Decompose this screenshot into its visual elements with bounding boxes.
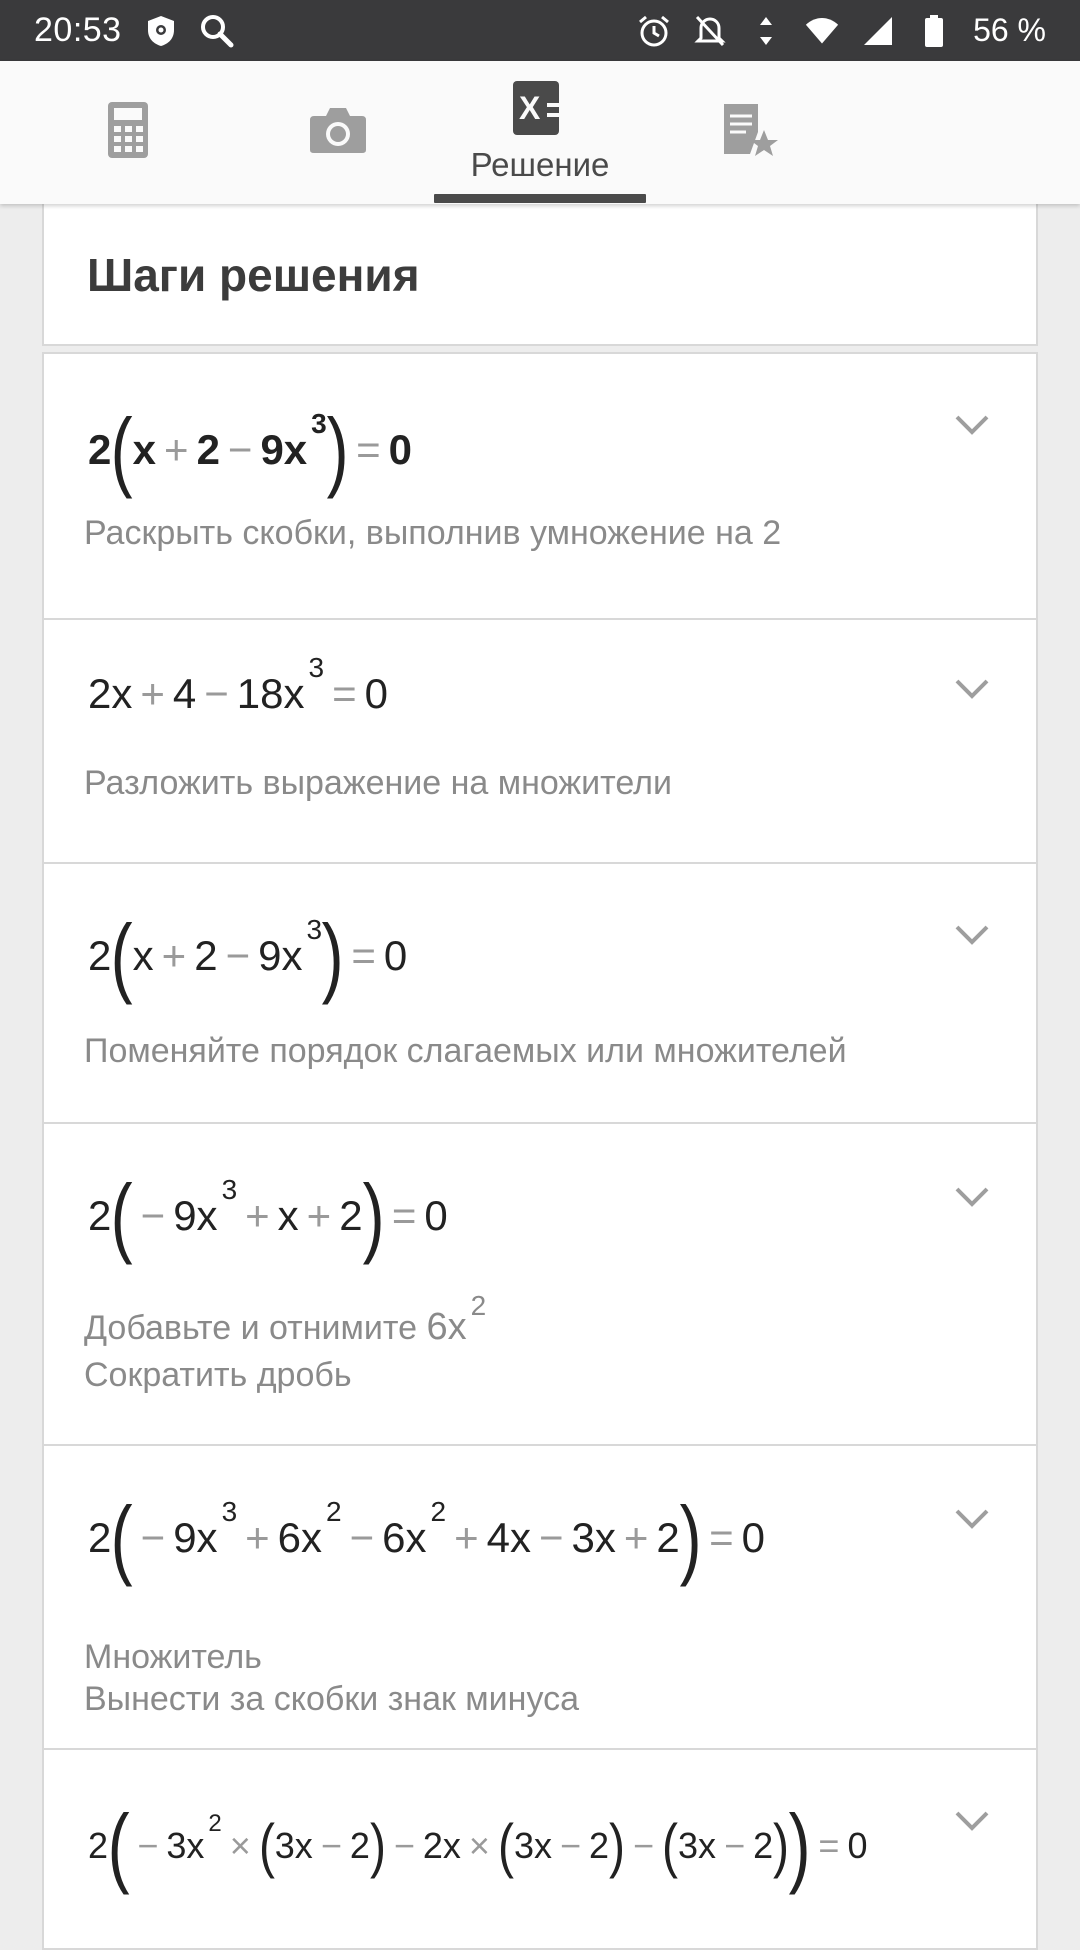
clock: 20:53 bbox=[34, 11, 122, 49]
step-description-line2: Сократить дробь bbox=[84, 1356, 352, 1394]
step-expression: 2 ( − 9x 3 + 6x 2 − 6x 2 + 4x − 3x + 2 ) = 0 bbox=[88, 1488, 765, 1587]
chevron-down-icon[interactable] bbox=[954, 678, 990, 700]
step-expression: 2 ( − 3x 2 × ( 3x − 2 ) − 2x × ( 3x − 2 ) − ( 3x − 2 ) ) = 0 bbox=[88, 1796, 868, 1895]
step-description-line2: Вынести за скобки знак минуса bbox=[84, 1680, 579, 1718]
chevron-down-icon[interactable] bbox=[954, 414, 990, 436]
tab-solution[interactable] bbox=[434, 61, 646, 204]
step-description: Раскрыть скобки, выполнив умножение на 2 bbox=[84, 514, 782, 552]
notifications-off-icon bbox=[693, 14, 727, 48]
step-expression: 2 ( x + 2 − 9x 3 ) = 0 bbox=[88, 906, 408, 1005]
solution-step[interactable] bbox=[42, 1446, 1038, 1750]
step-expression: 2 ( − 9x 3 + x + 2 ) = 0 bbox=[88, 1166, 448, 1265]
calculator-icon bbox=[108, 102, 148, 163]
svg-text:X: X bbox=[519, 90, 541, 126]
tab-calculator[interactable] bbox=[62, 61, 194, 204]
steps-title: Шаги решения bbox=[87, 249, 420, 301]
solution-steps-panel bbox=[42, 204, 1038, 1950]
step-description: Поменяйте порядок слагаемых или множителей bbox=[84, 1032, 847, 1070]
wifi-icon bbox=[805, 14, 839, 48]
chevron-down-icon[interactable] bbox=[954, 1186, 990, 1208]
tab-bar bbox=[0, 61, 1080, 204]
tab-camera[interactable] bbox=[272, 61, 404, 204]
battery-percent: 56 % bbox=[973, 12, 1046, 48]
solution-step[interactable] bbox=[42, 352, 1038, 620]
data-arrows-icon bbox=[749, 14, 783, 48]
step-expression: 2x + 4 − 18x 3 = 0 bbox=[88, 652, 388, 717]
solution-step[interactable] bbox=[42, 864, 1038, 1124]
status-bar bbox=[0, 0, 1080, 61]
step-description: Разложить выражение на множители bbox=[84, 764, 672, 802]
camera-icon bbox=[308, 106, 368, 159]
tab-favorites[interactable] bbox=[684, 61, 816, 204]
solution-step[interactable] bbox=[42, 1750, 1038, 1950]
chevron-down-icon[interactable] bbox=[954, 1508, 990, 1530]
battery-icon bbox=[917, 14, 951, 48]
chevron-down-icon[interactable] bbox=[954, 1810, 990, 1832]
notebook-star-icon bbox=[720, 102, 780, 163]
solution-icon bbox=[513, 81, 567, 140]
tab-solution-label: Решение bbox=[470, 146, 610, 183]
alarm-icon bbox=[637, 14, 671, 48]
step-description: Добавьте и отнимите $6x^2$ bbox=[84, 1290, 487, 1348]
active-tab-indicator bbox=[434, 194, 646, 203]
solution-step[interactable] bbox=[42, 1124, 1038, 1446]
solution-step[interactable] bbox=[42, 620, 1038, 864]
chevron-down-icon[interactable] bbox=[954, 924, 990, 946]
shield-app-icon bbox=[144, 14, 178, 48]
step-description: Множитель bbox=[84, 1638, 262, 1676]
step-expression: 2 ( x + 2 − 9x 3 ) = 0 bbox=[88, 400, 412, 499]
search-icon bbox=[200, 14, 234, 48]
steps-header-card bbox=[42, 204, 1038, 346]
signal-icon bbox=[861, 14, 895, 48]
